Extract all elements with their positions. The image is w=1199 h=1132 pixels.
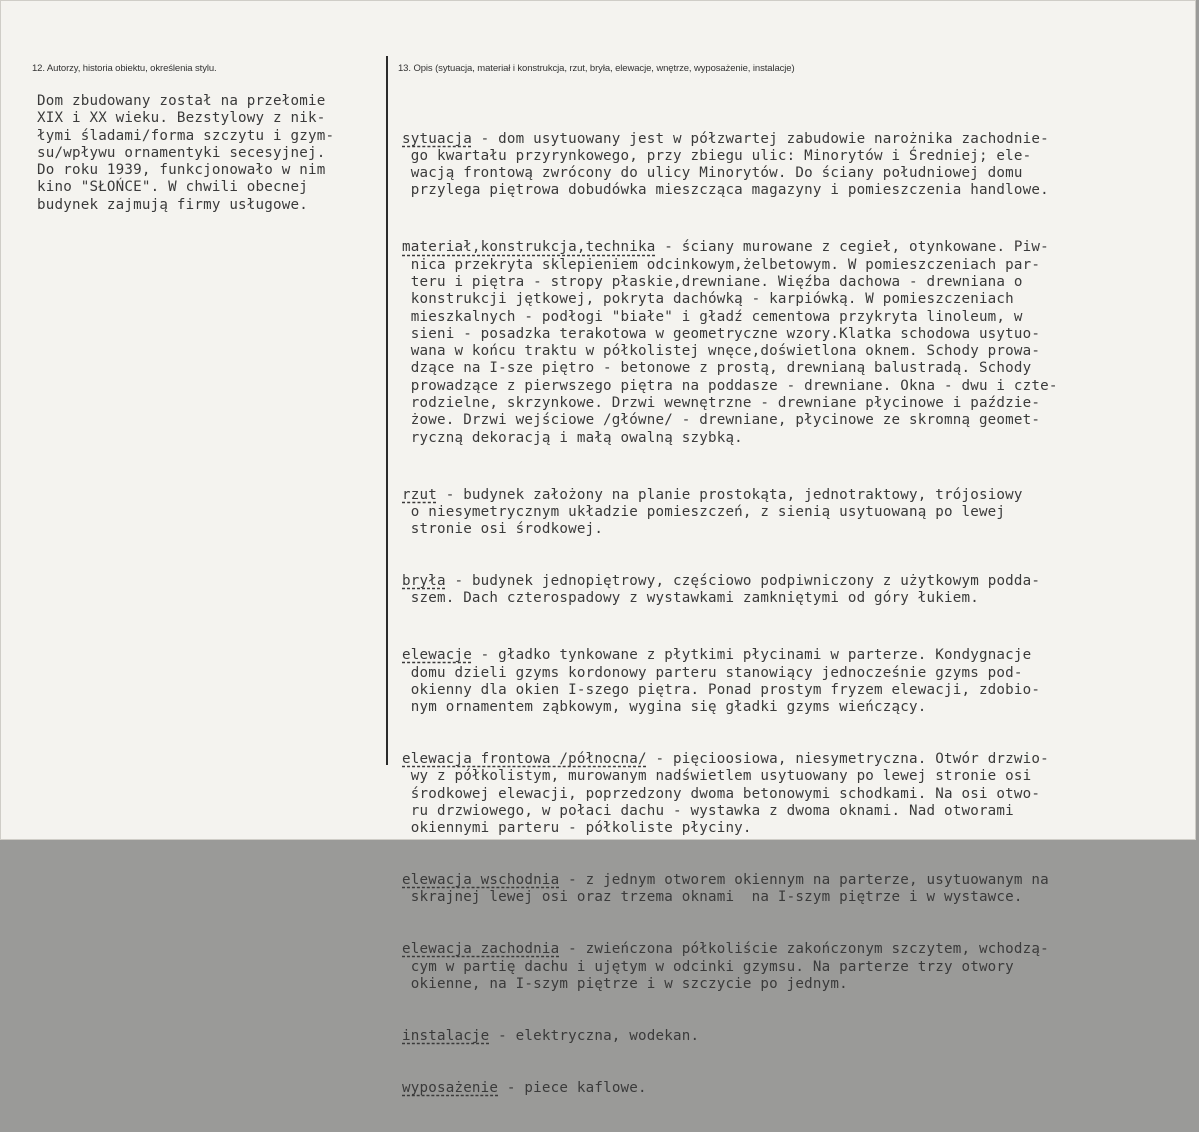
section-term: sytuacja [402,130,472,147]
right-column-header: 13. Opis (sytuacja, materiał i konstrukcja, rzut, bryła, elewacje, wnętrze, wyposażenie, instalacje) [398,63,795,74]
section-equipment [402,1080,1058,1097]
left-column-header: 12. Autorzy, historia obiektu, określenia stylu. [32,63,217,74]
section-situation [402,131,1058,200]
section-east-elevation [402,872,1058,907]
section-term: elewacja zachodnia [402,941,560,958]
section-body: - dom usytuowany jest w półzwartej zabudowie narożnika zachodnie- go kwartału przyrynkowego, przy zbiegu ulic: Minorytów i Średniej; ele- wacją frontową zwrócony do ulicy Minorytów. Do ściany południowej domu przylega piętrowa dobudówka mieszcząca magazyny i pomieszczenia handlowe. [410,130,1049,199]
description-text [402,96,1058,1132]
section-body: - ściany murowane z cegieł, otynkowane. Piw- nica przekryta sklepieniem odcinkowym,żelbetowym. W pomieszczeniach par- teru i piętra - stropy płaskie,drewniane. Więźba dachowa - drewniana o konstrukcji jętkowej, pokryta dachówką - karpiówką. W pomieszczeniach mieszkalnych - podłogi "białe" i gładź cementowa przykryta linoleum, w sieni - posadzka terakotowa w geometryczne wzory.Klatka schodowa usytuo- wana w końcu traktu w półkolistej wnęce,doświetlona oknem. Schody prowa- dzące na I-sze piętro - betonowe z prostą, drewnianą balustradą. Schody prowadzące z pierwszego piętra na poddasze - drewniane. Okna - dwu i czte- rodzielne, skrzynkowe. Drzwi wewnętrzne - drewniane płycinowe i paździe- żowe. Drzwi wejściowe /główne/ - drewniane, płycinowe ze skromną geomet- ryczną dekoracją i małą owalną szybką. [410,239,1058,446]
section-term: rzut [402,486,437,503]
section-body: - elektryczna, wodekan. [489,1027,700,1044]
section-term: elewacje [402,647,472,664]
section-body: - piece kaflowe. [498,1079,647,1096]
section-term: elewacja frontowa /północna/ [402,750,647,767]
section-term: materiał,konstrukcja,technika [402,239,656,256]
section-west-elevation [402,941,1058,993]
section-body: - z jednym otworem okiennym na parterze, usytuowanym na skrajnej lewej osi oraz trzema oknami na I-szym piętrze i w wystawce. [410,872,1049,906]
history-text: Dom zbudowany został na przełomie XIX i XX wieku. Bezstylowy z nik- łymi śladami/forma szczytu i gzym- su/wpływu ornamentyki secesyjnej. Do roku 1939, funkcjonowało w nim kino "SŁOŃCE". W chwili obecnej budynek zajmują firmy usługowe. [37,93,335,213]
section-material [402,239,1058,447]
section-body: - pięcioosiowa, niesymetryczna. Otwór drzwio- wy z półkolistym, murowanym nadświetlem usytuowany po lewej stronie osi środkowej elewacji, poprzedzony dwoma betonowymi schodkami. Na osi otwo- ru drzwiowego, w połaci dachu - wystawka z dwoma oknami. Nad otworami okiennymi parteru - półkoliste płyciny. [410,750,1049,837]
section-plan [402,487,1058,539]
section-mass [402,573,1058,608]
column-divider [386,56,388,765]
section-body: - gładko tynkowane z płytkimi płycinami w parterze. Kondygnacje domu dzieli gzyms kordonowy parteru stanowiący jednocześnie gzyms pod- okienny dla okien I-szego piętra. Ponad prostym fryzem elewacji, zdobio- nym ornamentem ząbkowym, wygina się gładki gzyms wieńczący. [410,647,1041,716]
section-body: - zwieńczona półkoliście zakończonym szczytem, wchodzą- cym w partię dachu i ujętym w odcinki gzymsu. Na parterze trzy otwory okienne, na I-szym piętrze i w szczycie po jednym. [410,941,1049,992]
section-term: bryła [402,573,446,590]
section-body: - budynek założony na planie prostokąta, jednotraktowy, trójosiowy o niesymetrycznym układzie pomieszczeń, z sienią usytuowaną po lewej stronie osi środkowej. [410,486,1023,538]
section-term: elewacja wschodnia [402,872,560,889]
section-term: wyposażenie [402,1079,499,1096]
section-installations [402,1028,1058,1045]
section-front-elevation [402,751,1058,837]
section-elevations [402,647,1058,716]
section-body: - budynek jednopiętrowy, częściowo podpiwniczony z użytkowym podda- szem. Dach czterospadowy z wystawkami zamkniętymi od góry łukiem. [410,573,1041,607]
section-term: instalacje [402,1027,490,1044]
